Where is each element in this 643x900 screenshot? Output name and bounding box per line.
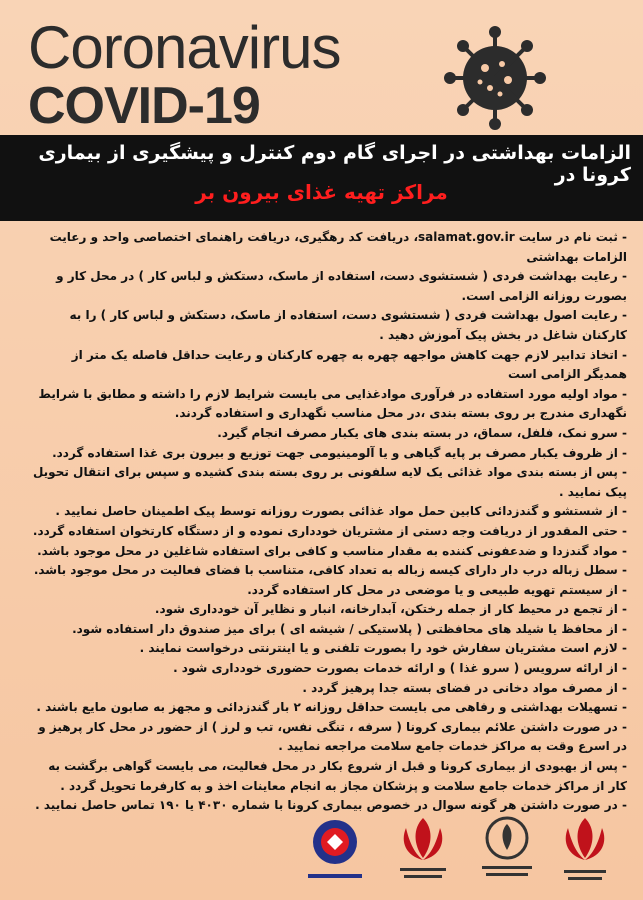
list-item: - از سیستم تهویه طبیعی و یا موضعی در محل کار استفاده گردد. — [247, 582, 627, 597]
list-item: - سرو نمک، فلفل، سماق، در بسته بندی های یکبار مصرف انجام گیرد. — [217, 425, 627, 440]
list-item: - از ارائه سرویس ( سرو غذا ) و ارائه خدمات بصورت حضوری خودداری شود . — [173, 661, 627, 676]
headline: الزامات بهداشتی در اجرای گام دوم کنترل و پیشگیری از بیماری کرونا در — [38, 142, 631, 186]
list-item: - مواد گندزدا و ضدعفونی کننده به مقدار مناسب و کافی برای استفاده شاغلین در محل موجود باشد. — [37, 543, 627, 558]
list-item: - از ظروف یکبار مصرف بر پایه گیاهی و یا آلومینیومی جهت توزیع و بیرون بری غذا استفاده گردد. — [52, 445, 627, 460]
list-item: - سطل زباله درب دار دارای کیسه زباله به تعداد کافی، متناسب با فضای فعالیت در محل موجود باشد. — [33, 563, 627, 578]
list-item: - از مصرف مواد دخانی در فضای بسته جدا پرهیز گردد . — [302, 680, 627, 695]
list-item: - از محافظ یا شیلد های محافظتی ( پلاستیکی / شیشه ای ) برای میز صندوق دار استفاده شود. — [72, 621, 627, 636]
list-item: - رعایت بهداشت فردی ( شستشوی دست، استفاده از ماسک، دستکش و لباس کار ) در محل کار و بصورت روزانه الزامی است. — [56, 269, 627, 303]
list-item: - ثبت نام در سایت salamat.gov.ir، دریافت کد رهگیری، دریافت راهنمای اختصاصی واحد و رعایت الزامات بهداشتی — [49, 230, 627, 264]
chamber-logo — [300, 810, 370, 888]
subheadline: مراکز تهیه غذای بیرون بر — [195, 180, 448, 204]
requirements-list — [30, 228, 627, 816]
list-item: - در صورت داشتن هر گونه سوال در خصوص بیماری کرونا با شماره ۴۰۳۰ یا ۱۹۰ تماس حاصل نمایید . — [35, 798, 627, 813]
list-item: - از شستشو و گندزدائی کابین حمل مواد غذائی بصورت روزانه توسط پیک اطمینان حاصل نمایید . — [55, 504, 627, 519]
list-item: - لازم است مشتریان سفارش خود را بصورت تلفنی و یا اینترنتی درخواست نمایند . — [139, 641, 627, 656]
list-item: - پس از بهبودی از بیماری کرونا و قبل از شروع بکار در محل فعالیت، می بایست گواهی برگشت به کار از مراکز خدمات جامع سلامت و پزشکان مجاز به انجام معاینات اخذ و به کارفرما تحویل گردد . — [48, 759, 627, 793]
list-item: - رعایت اصول بهداشت فردی ( شستشوی دست، استفاده از ماسک، دستکش و لباس کار ) را به کارکنان شاغل در بخش پیک آموزش دهید . — [69, 308, 627, 342]
list-item: - اتخاذ تدابیر لازم جهت کاهش مواجهه چهره به چهره کارکنان و رعایت حداقل فاصله یک متر از همدیگر الزامی است — [71, 347, 627, 382]
poster-header — [0, 0, 643, 135]
list-item: - حتی المقدور از دریافت وجه دستی از مشتریان خودداری نموده و از دستگاه کارتخوان استفاده گردد. — [32, 523, 627, 538]
list-item: - از تجمع در محیط کار از جمله رختکن، آبدارخانه، انبار و نظایر آن خودداری شود. — [154, 602, 627, 617]
sponsor-logos — [300, 810, 620, 890]
title-coronavirus: Coronavirus — [28, 14, 341, 81]
university-logo — [472, 810, 542, 888]
list-item: - مواد اولیه مورد استفاده در فرآوری موادغذایی می بایست شرایط لازم را داشته و مطابق با شرایط نگهداری مندرج بر روی بسته بندی ،در محل مناسب نگهداری و استفاده گردند. — [38, 386, 627, 421]
list-item: - پس از بسته بندی مواد غذائی یک لایه سلفونی بر روی بسته بندی کشیده و سپس برای انتقال تحویل پیک نمایید . — [32, 465, 627, 499]
list-item: - تسهیلات بهداشتی و رفاهی می بایست حداقل روزانه ۲ بار گندزدائی و مجهز به صابون مایع باشند . — [36, 700, 627, 715]
emblem-logo — [388, 810, 458, 888]
list-item: - در صورت داشتن علائم بیماری کرونا ( سرفه ، تنگی نفس، تب و لرز ) از حضور در محل کار پرهیز و در اسرع وقت به مراکز خدمات جامع سلامت مراجعه نمایید . — [38, 719, 627, 754]
title-covid19: COVID-19 — [28, 77, 260, 135]
governorate-logo — [550, 810, 620, 888]
virus-icon — [440, 20, 550, 130]
